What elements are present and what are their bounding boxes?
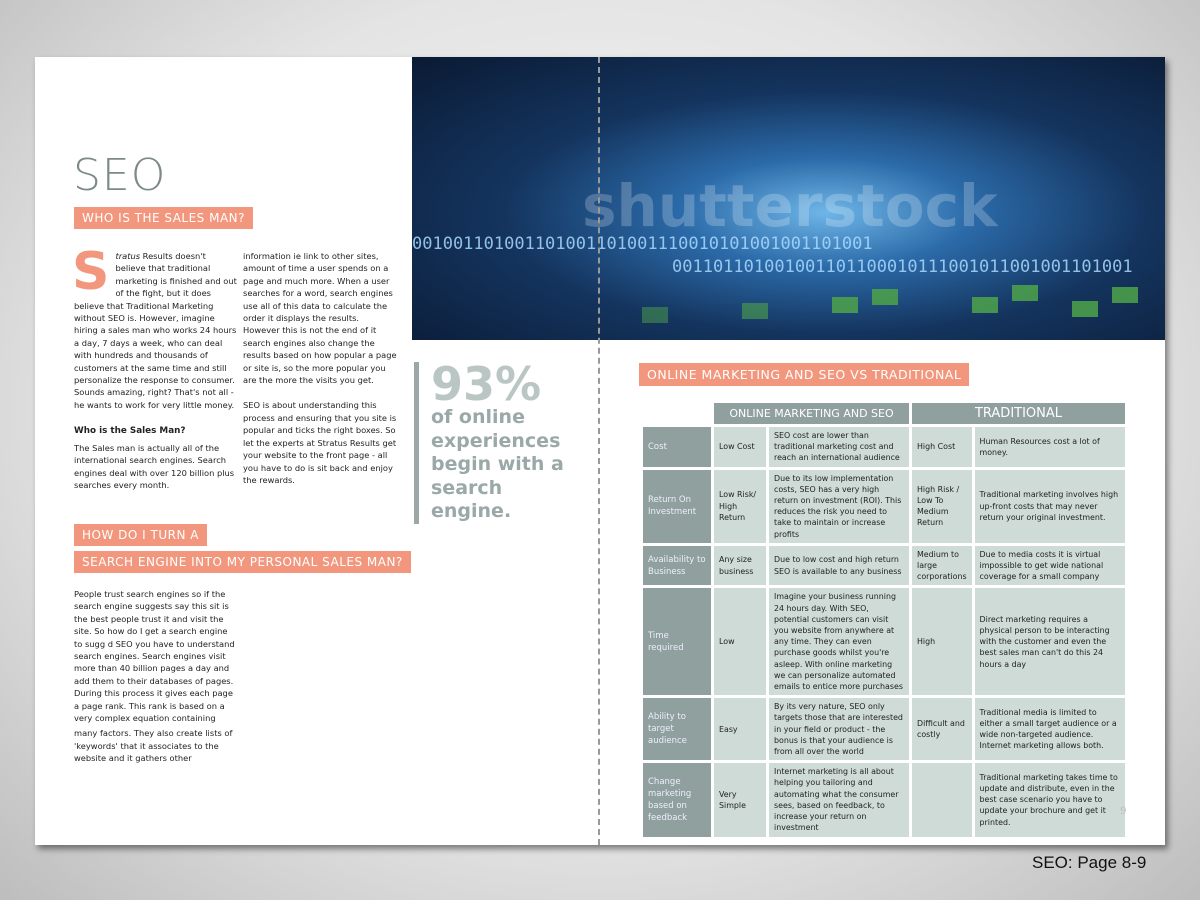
stat-text: of online experiences begin with a search engine.	[431, 406, 564, 522]
subheading: Who is the Sales Man?	[74, 426, 186, 437]
column-header: ONLINE MARKETING AND SEO	[714, 403, 909, 424]
table-cell: Imagine your business running 24 hours day. With SEO, potential customers can visit you website from anywhere at any time. They can even purchase goods whilst you're asleep. With online marketing we can personalize automated emails to entice more purchases	[769, 588, 909, 695]
comparison-table	[640, 400, 1128, 840]
paragraph: information ie link to other sites, amount of time a user spends on a page and much more. When a user searches for a word, search engines use all of this data to calculate the order it displays the results. However this is not the end of it search engines also change the results based on how popular a page or site is, so the more popular you are the more the visits you get.	[243, 251, 397, 386]
watermark: shutterstock	[582, 172, 998, 240]
table-cell: By its very nature, SEO only targets those that are interested in your field or product - the bonus is that your audience is from all over the world	[769, 698, 909, 760]
page-title: SEO	[73, 150, 167, 201]
row-header: Availability to Business	[643, 546, 711, 586]
stat-number: 93%	[431, 357, 542, 411]
world-network-image	[412, 57, 1165, 340]
paragraph: SEO is about understanding this process and ensuring that you site is popular and ticks the right boxes. So let the experts at Stratus Results get your website to the front page - all you have to do is sit back and enjoy the rewards.	[243, 400, 397, 485]
table-cell: High	[912, 588, 972, 695]
paragraph: The Sales man is actually all of the international search engines. Search engines deal with over 120 billion plus searches every month.	[74, 442, 235, 490]
binary-line: 001101101001001101100010111001011001001101001	[672, 257, 1133, 277]
table-cell: Due to media costs it is virtual impossible to get wide national coverage for a small company	[975, 546, 1125, 586]
section-heading: HOW DO I TURN A	[74, 524, 207, 546]
paragraph: many factors. They also create lists of 'keywords' that it associates to the website and it gathers other	[74, 728, 233, 764]
text-column-1	[72, 242, 237, 491]
text-column-3	[74, 588, 237, 765]
italic-word: tratus	[115, 251, 141, 261]
table-cell: Traditional media is limited to either a small target audience or a wide non-targeted audience. Internet marketing allows both.	[975, 698, 1125, 760]
table-row	[643, 470, 1125, 543]
table-row	[643, 588, 1125, 695]
row-header: Time required	[643, 588, 711, 695]
table-cell: Traditional marketing takes time to update and distribute, even in the best case scenario you have to update your brochure and get it printed.	[975, 763, 1125, 836]
page-number: 9	[1120, 806, 1127, 817]
table-cell: Medium to large corporations	[912, 546, 972, 586]
paragraph: People trust search engines so if the search engine suggests say this sit is the best people trust it and visit the site. So how do I get a search engine to sugg d SEO you have to understand search engines. Search engines visit more than 40 billion pages a day and add them to their databases of pages. During this process it gives each page a page rank. This rank is based on a very complex equation containing	[74, 589, 235, 724]
table-cell: High Risk / Low To Medium Return	[912, 470, 972, 543]
table-cell: Direct marketing requires a physical person to be interacting with the customer and even the best sales man can't do this 24 hours a day	[975, 588, 1125, 695]
table-cell: Any size business	[714, 546, 766, 586]
table-cell: Easy	[714, 698, 766, 760]
table-cell: Due to low cost and high return SEO is available to any business	[769, 546, 909, 586]
table-row	[643, 763, 1125, 836]
table-row	[643, 546, 1125, 586]
table-cell: Very Simple	[714, 763, 766, 836]
table-cell	[912, 763, 972, 836]
page-fold	[598, 57, 600, 845]
row-header: Cost	[643, 427, 711, 467]
binary-line: 001001101001101001101001110010101001001101001	[412, 234, 873, 254]
section-heading: SEARCH ENGINE INTO MY PERSONAL SALES MAN?	[74, 551, 411, 573]
column-header: TRADITIONAL	[912, 403, 1125, 424]
table-cell: SEO cost are lower than traditional marketing cost and reach an international audience	[769, 427, 909, 467]
table-cell: Traditional marketing involves high up-front costs that may never return your original investment.	[975, 470, 1125, 543]
row-header: Ability to target audience	[643, 698, 711, 760]
text-column-2	[243, 250, 398, 486]
caption: SEO: Page 8-9	[1032, 853, 1147, 872]
table-cell: Low Cost	[714, 427, 766, 467]
row-header: Change marketing based on feedback	[643, 763, 711, 836]
section-heading: WHO IS THE SALES MAN?	[74, 207, 253, 229]
table-cell: Internet marketing is all about helping you tailoring and automating what the consumer sees, based on feedback, to increase your return on investment	[769, 763, 909, 836]
drop-cap: S	[72, 242, 110, 302]
table-cell: Low Risk/ High Return	[714, 470, 766, 543]
table-cell: Low	[714, 588, 766, 695]
row-header: Return On Investment	[643, 470, 711, 543]
table-cell: Human Resources cost a lot of money.	[975, 427, 1125, 467]
table-row	[643, 427, 1125, 467]
table-cell: Difficult and costly	[912, 698, 972, 760]
table-heading: ONLINE MARKETING AND SEO VS TRADITIONAL	[639, 363, 969, 386]
stat-callout	[414, 357, 581, 524]
paragraph: Results doesn't believe that traditional marketing is finished and out of the fight, but it does believe that Traditional Marketing without SEO is. However, imagine hiring a sales man who works 24 hours a day, 7 days a week, who can deal with hundreds and thousands of customers at the same time and still personalize the response to consumer. Sounds amazing, right? That's not all - he wants to work for very little money.	[74, 251, 237, 410]
table-cell: High Cost	[912, 427, 972, 467]
table-row	[643, 698, 1125, 760]
table-cell: Due to its low implementation costs, SEO has a very high return on investment (ROI). This reduces the risk you need to take to maintain or increase profits	[769, 470, 909, 543]
